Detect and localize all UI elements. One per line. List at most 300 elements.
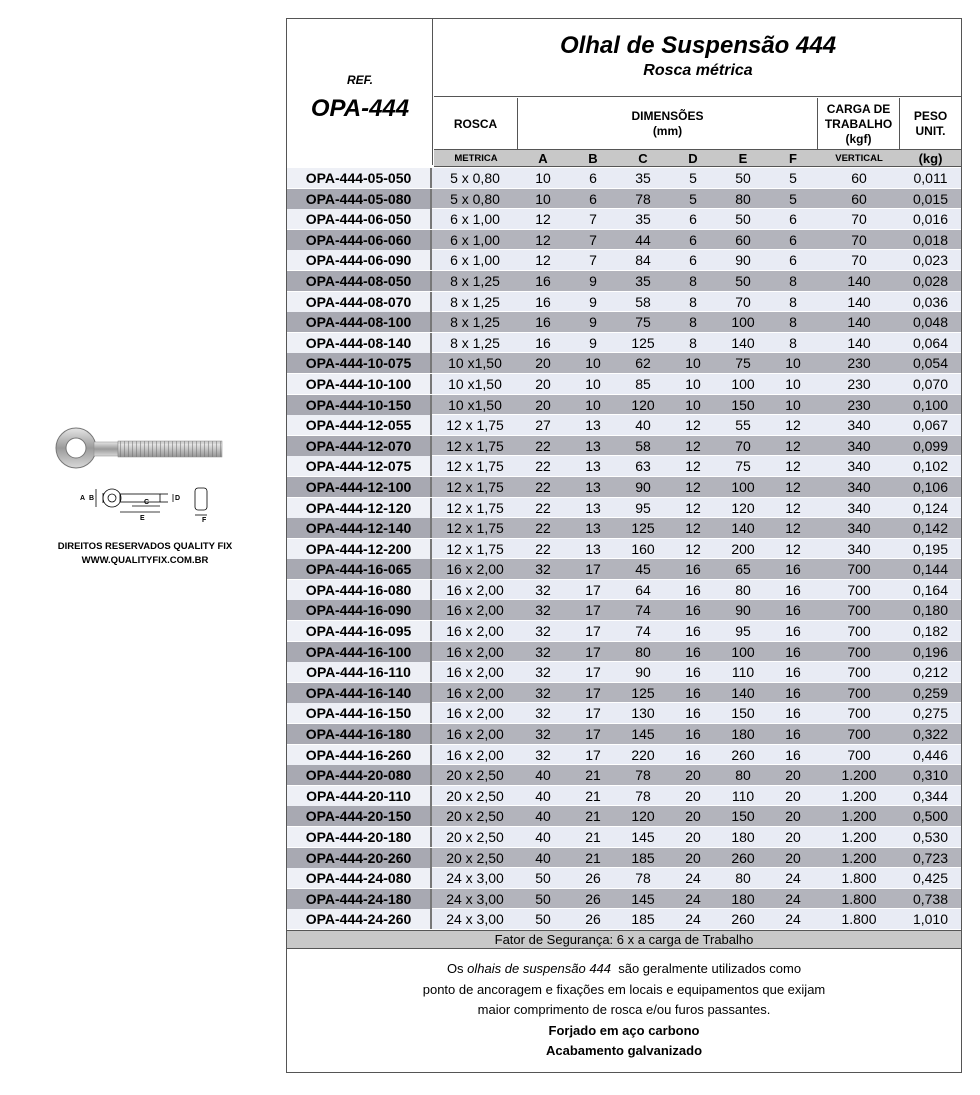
subheader-metrica: METRICA	[434, 149, 518, 167]
cell-f: 20	[785, 849, 801, 866]
cell-ref: OPA-444-16-180	[287, 724, 432, 744]
cell-peso: 0,275	[912, 705, 949, 722]
cell-e: 50	[735, 272, 751, 289]
cell-d: 12	[685, 540, 701, 557]
cell-a: 40	[535, 849, 551, 866]
cell-peso: 0,015	[912, 190, 949, 207]
header-peso	[900, 98, 961, 150]
cell-b: 7	[589, 231, 597, 248]
cell-ref: OPA-444-16-065	[287, 559, 432, 579]
cell-carga: 1.200	[841, 787, 877, 804]
copyright-notice	[40, 540, 250, 568]
table-row	[287, 806, 961, 827]
cell-a: 22	[535, 458, 551, 475]
description-text: Os	[446, 961, 468, 976]
cell-e: 95	[735, 623, 751, 640]
cell-carga: 340	[847, 540, 871, 557]
cell-rosca: 5 x 0,80	[450, 170, 500, 186]
table-row	[287, 518, 961, 539]
cell-b: 17	[585, 746, 601, 763]
cell-a: 22	[535, 540, 551, 557]
cell-peso: 1,010	[912, 911, 949, 928]
cell-ref: OPA-444-16-150	[287, 703, 432, 723]
table-row	[287, 312, 961, 333]
cell-a: 32	[535, 705, 551, 722]
cell-a: 22	[535, 520, 551, 537]
cell-ref: OPA-444-16-100	[287, 642, 432, 662]
cell-rosca: 16 x 2,00	[446, 643, 504, 660]
cell-rosca: 12 x 1,75	[446, 437, 504, 454]
cell-rosca: 5 x 0,80	[450, 190, 500, 207]
table-row	[287, 600, 961, 621]
cell-f: 6	[789, 231, 797, 248]
cell-rosca: 12 x 1,75	[446, 540, 504, 557]
reference-box	[287, 19, 433, 165]
cell-b: 17	[585, 561, 601, 578]
table-row	[287, 353, 961, 374]
cell-carga: 340	[847, 520, 871, 537]
cell-f: 16	[785, 643, 801, 660]
cell-f: 8	[789, 334, 797, 351]
cell-e: 80	[735, 767, 751, 784]
cell-e: 180	[731, 890, 755, 907]
cell-rosca: 16 x 2,00	[446, 623, 504, 640]
cell-b: 17	[585, 726, 601, 743]
cell-ref: OPA-444-16-080	[287, 580, 432, 600]
cell-f: 5	[789, 170, 797, 186]
cell-e: 180	[731, 829, 755, 845]
cell-peso: 0,530	[912, 829, 949, 845]
cell-rosca: 24 x 3,00	[446, 870, 504, 887]
table-row	[287, 868, 961, 889]
cell-rosca: 8 x 1,25	[450, 334, 500, 351]
header-peso-line2: UNIT.	[915, 124, 946, 138]
cell-b: 9	[589, 272, 597, 289]
cell-ref: OPA-444-08-070	[287, 292, 432, 312]
cell-b: 26	[585, 890, 601, 907]
cell-ref: OPA-444-20-080	[287, 765, 432, 785]
cell-ref: OPA-444-16-110	[287, 662, 432, 682]
cell-peso: 0,425	[912, 870, 949, 887]
cell-d: 12	[685, 417, 701, 434]
cell-b: 7	[589, 252, 597, 269]
cell-d: 16	[685, 726, 701, 743]
cell-c: 80	[635, 643, 651, 660]
cell-f: 12	[785, 540, 801, 557]
cell-c: 78	[635, 870, 651, 887]
cell-e: 110	[731, 664, 755, 681]
cell-ref: OPA-444-08-100	[287, 312, 432, 332]
cell-b: 21	[585, 808, 601, 825]
cell-f: 16	[785, 623, 801, 640]
table-row	[287, 436, 961, 457]
cell-peso: 0,322	[912, 726, 949, 743]
cell-c: 130	[631, 705, 655, 722]
cell-carga: 700	[847, 746, 871, 763]
cell-a: 20	[535, 375, 551, 392]
cell-carga: 140	[847, 293, 871, 310]
cell-carga: 140	[847, 314, 871, 331]
description-line-2: ponto de ancoragem e fixações em locais e equipamentos que exijam	[422, 981, 826, 997]
cell-ref: OPA-444-06-050	[287, 209, 432, 229]
cell-d: 24	[685, 890, 701, 907]
cell-ref: OPA-444-10-100	[287, 374, 432, 394]
cell-c: 35	[635, 272, 651, 289]
cell-rosca: 20 x 2,50	[446, 787, 504, 804]
cell-carga: 70	[851, 211, 867, 228]
header-rosca	[434, 98, 518, 150]
cell-a: 32	[535, 746, 551, 763]
cell-peso: 0,195	[912, 540, 949, 557]
table-row	[287, 539, 961, 560]
cell-a: 32	[535, 623, 551, 640]
cell-ref: OPA-444-24-180	[287, 889, 432, 909]
cell-a: 27	[535, 417, 551, 434]
cell-rosca: 20 x 2,50	[446, 767, 504, 784]
cell-d: 16	[685, 664, 701, 681]
cell-c: 40	[635, 417, 651, 434]
cell-f: 12	[785, 499, 801, 516]
cell-peso: 0,180	[912, 602, 949, 619]
cell-e: 60	[735, 231, 751, 248]
cell-a: 50	[535, 890, 551, 907]
cell-f: 16	[785, 746, 801, 763]
cell-ref: OPA-444-20-110	[287, 786, 432, 806]
table-row	[287, 477, 961, 498]
cell-ref: OPA-444-20-260	[287, 848, 432, 868]
cell-c: 120	[631, 396, 655, 413]
cell-d: 8	[689, 334, 697, 351]
cell-peso: 0,048	[912, 314, 949, 331]
cell-a: 22	[535, 437, 551, 454]
cell-ref: OPA-444-16-090	[287, 600, 432, 620]
cell-f: 16	[785, 602, 801, 619]
cell-f: 20	[785, 767, 801, 784]
subheader-b: B	[568, 149, 618, 167]
cell-peso: 0,182	[912, 623, 949, 640]
table-row	[287, 230, 961, 251]
cell-peso: 0,446	[912, 746, 949, 763]
cell-f: 24	[785, 890, 801, 907]
cell-b: 13	[585, 458, 601, 475]
table-row	[287, 189, 961, 210]
cell-carga: 700	[847, 726, 871, 743]
dim-label-b: B	[89, 495, 95, 502]
cell-d: 6	[689, 231, 697, 248]
cell-e: 120	[731, 499, 755, 516]
cell-d: 16	[685, 561, 701, 578]
cell-a: 40	[535, 787, 551, 804]
cell-c: 63	[635, 458, 651, 475]
cell-ref: OPA-444-20-180	[287, 827, 432, 847]
cell-ref: OPA-444-08-050	[287, 271, 432, 291]
cell-peso: 0,023	[912, 252, 949, 269]
cell-c: 185	[631, 849, 655, 866]
cell-b: 9	[589, 314, 597, 331]
cell-d: 16	[685, 705, 701, 722]
cell-ref: OPA-444-24-080	[287, 868, 432, 888]
cell-e: 70	[735, 437, 751, 454]
cell-a: 32	[535, 643, 551, 660]
cell-ref: OPA-444-12-075	[287, 456, 432, 476]
cell-e: 75	[735, 355, 751, 372]
safety-factor: Fator de Segurança: 6 x a carga de Trabalho	[287, 930, 961, 949]
cell-d: 10	[685, 396, 701, 413]
cell-peso: 0,164	[912, 581, 949, 598]
cell-c: 145	[631, 890, 655, 907]
cell-carga: 230	[847, 375, 871, 392]
cell-ref: OPA-444-12-200	[287, 539, 432, 559]
table-row	[287, 250, 961, 271]
cell-peso: 0,344	[912, 787, 949, 804]
cell-d: 12	[685, 520, 701, 537]
cell-e: 50	[735, 211, 751, 228]
cell-ref: OPA-444-12-100	[287, 477, 432, 497]
cell-c: 160	[631, 540, 655, 557]
cell-f: 12	[785, 417, 801, 434]
cell-c: 90	[635, 664, 651, 681]
cell-b: 17	[585, 664, 601, 681]
cell-rosca: 6 x 1,00	[450, 252, 500, 269]
cell-b: 21	[585, 787, 601, 804]
cell-f: 16	[785, 581, 801, 598]
description-line-3: maior comprimento de rosca e/ou furos passantes.	[477, 1002, 771, 1018]
cell-c: 78	[635, 767, 651, 784]
cell-d: 6	[689, 211, 697, 228]
cell-d: 16	[685, 623, 701, 640]
cell-b: 6	[589, 170, 597, 186]
table-row	[287, 292, 961, 313]
cell-b: 21	[585, 829, 601, 845]
cell-carga: 700	[847, 561, 871, 578]
cell-a: 32	[535, 684, 551, 701]
cell-b: 21	[585, 849, 601, 866]
cell-ref: OPA-444-06-060	[287, 230, 432, 250]
cell-c: 78	[635, 787, 651, 804]
cell-carga: 340	[847, 417, 871, 434]
cell-rosca: 10 x1,50	[448, 375, 502, 392]
cell-carga: 1.800	[841, 890, 877, 907]
cell-carga: 1.200	[841, 829, 877, 845]
cell-rosca: 16 x 2,00	[446, 684, 504, 701]
cell-f: 16	[785, 726, 801, 743]
cell-carga: 700	[847, 705, 871, 722]
dim-label-a: A	[80, 495, 86, 502]
cell-rosca: 6 x 1,00	[450, 211, 500, 228]
cell-c: 64	[635, 581, 651, 598]
cell-peso: 0,016	[912, 211, 949, 228]
cell-d: 8	[689, 293, 697, 310]
copyright-line: DIREITOS RESERVADOS QUALITY FIX	[57, 541, 233, 552]
cell-e: 110	[731, 787, 755, 804]
cell-peso: 0,738	[912, 890, 949, 907]
cell-rosca: 16 x 2,00	[446, 664, 504, 681]
cell-peso: 0,259	[912, 684, 949, 701]
cell-e: 75	[735, 458, 751, 475]
cell-f: 8	[789, 314, 797, 331]
subheader-kg: (kg)	[900, 149, 961, 167]
cell-d: 16	[685, 602, 701, 619]
cell-e: 150	[731, 705, 755, 722]
cell-carga: 1.200	[841, 849, 877, 866]
cell-c: 35	[635, 211, 651, 228]
cell-b: 10	[585, 396, 601, 413]
subheader-a: A	[518, 149, 568, 167]
cell-f: 8	[789, 293, 797, 310]
cell-carga: 140	[847, 272, 871, 289]
cell-carga: 60	[851, 190, 867, 207]
cell-b: 13	[585, 540, 601, 557]
cell-carga: 60	[851, 170, 867, 186]
table-row	[287, 827, 961, 848]
header-carga	[818, 98, 900, 150]
cell-peso: 0,036	[912, 293, 949, 310]
cell-e: 80	[735, 581, 751, 598]
cell-d: 16	[685, 684, 701, 701]
cell-rosca: 12 x 1,75	[446, 520, 504, 537]
cell-f: 12	[785, 437, 801, 454]
cell-rosca: 10 x1,50	[448, 355, 502, 372]
cell-b: 13	[585, 499, 601, 516]
cell-peso: 0,099	[912, 437, 949, 454]
cell-rosca: 16 x 2,00	[446, 602, 504, 619]
cell-carga: 70	[851, 252, 867, 269]
cell-b: 17	[585, 623, 601, 640]
cell-c: 125	[631, 334, 655, 351]
header-carga-line1: CARGA DE	[826, 101, 891, 116]
table-row	[287, 765, 961, 786]
cell-a: 10	[535, 190, 551, 207]
cell-ref: OPA-444-10-150	[287, 395, 432, 415]
cell-e: 100	[731, 643, 755, 660]
cell-b: 7	[589, 211, 597, 228]
cell-c: 220	[631, 746, 655, 763]
cell-d: 16	[685, 643, 701, 660]
cell-e: 50	[735, 170, 751, 186]
cell-peso: 0,011	[913, 170, 948, 186]
table-row	[287, 703, 961, 724]
cell-e: 200	[731, 540, 755, 557]
cell-rosca: 12 x 1,75	[446, 499, 504, 516]
eye-bolt-drawing	[40, 420, 240, 530]
cell-d: 10	[685, 375, 701, 392]
table-row	[287, 415, 961, 436]
table-row	[287, 848, 961, 869]
product-description	[287, 959, 961, 1062]
product-table-sheet	[286, 18, 962, 1073]
cell-b: 17	[585, 643, 601, 660]
table-row	[287, 456, 961, 477]
cell-b: 10	[585, 375, 601, 392]
cell-peso: 0,054	[912, 355, 949, 372]
subheader-e: E	[718, 149, 768, 167]
cell-carga: 230	[847, 396, 871, 413]
table-row	[287, 333, 961, 354]
table-row	[287, 374, 961, 395]
cell-f: 16	[785, 561, 801, 578]
cell-a: 22	[535, 499, 551, 516]
cell-f: 20	[785, 808, 801, 825]
cell-c: 84	[635, 252, 651, 269]
cell-a: 50	[535, 911, 551, 928]
cell-carga: 1.800	[841, 870, 877, 887]
cell-peso: 0,144	[912, 561, 949, 578]
cell-d: 20	[685, 787, 701, 804]
cell-d: 20	[685, 829, 701, 845]
cell-a: 32	[535, 726, 551, 743]
header-rosca-label: ROSCA	[453, 116, 498, 131]
page-title: Olhal de Suspensão 444	[559, 32, 837, 59]
cell-rosca: 10 x1,50	[448, 396, 502, 413]
table-row	[287, 580, 961, 601]
dim-label-c: C	[144, 499, 150, 506]
cell-c: 185	[631, 911, 655, 928]
cell-f: 20	[785, 787, 801, 804]
cell-ref: OPA-444-16-095	[287, 621, 432, 641]
cell-f: 5	[789, 190, 797, 207]
cell-c: 44	[635, 231, 651, 248]
table-row	[287, 168, 961, 189]
cell-a: 16	[535, 272, 551, 289]
cell-rosca: 16 x 2,00	[446, 581, 504, 598]
cell-a: 40	[535, 767, 551, 784]
cell-rosca: 24 x 3,00	[446, 911, 504, 928]
cell-peso: 0,196	[912, 643, 949, 660]
cell-ref: OPA-444-16-260	[287, 745, 432, 765]
cell-carga: 1.200	[841, 767, 877, 784]
table-row	[287, 621, 961, 642]
cell-e: 180	[731, 726, 755, 743]
cell-c: 35	[635, 170, 651, 186]
cell-f: 20	[785, 829, 801, 845]
cell-carga: 700	[847, 643, 871, 660]
cell-a: 32	[535, 664, 551, 681]
cell-rosca: 16 x 2,00	[446, 746, 504, 763]
table-row	[287, 395, 961, 416]
cell-peso: 0,067	[912, 417, 949, 434]
table-row	[287, 889, 961, 910]
cell-f: 10	[785, 396, 801, 413]
cell-d: 10	[685, 355, 701, 372]
cell-d: 5	[689, 190, 697, 207]
cell-b: 17	[585, 581, 601, 598]
cell-a: 32	[535, 581, 551, 598]
cell-ref: OPA-444-08-140	[287, 333, 432, 353]
cell-carga: 700	[847, 581, 871, 598]
table-row	[287, 498, 961, 519]
header-dimensoes-unit: (mm)	[652, 124, 683, 138]
cell-b: 10	[585, 355, 601, 372]
cell-carga: 340	[847, 458, 871, 475]
subheader-c: C	[618, 149, 668, 167]
cell-rosca: 12 x 1,75	[446, 417, 504, 434]
table-row	[287, 745, 961, 766]
cell-peso: 0,142	[912, 520, 949, 537]
cell-carga: 700	[847, 684, 871, 701]
description-line-1	[287, 959, 961, 980]
cell-rosca: 20 x 2,50	[446, 808, 504, 825]
cell-c: 145	[631, 726, 655, 743]
cell-d: 24	[685, 870, 701, 887]
cell-rosca: 8 x 1,25	[450, 272, 500, 289]
cell-peso: 0,064	[912, 334, 949, 351]
cell-d: 5	[689, 170, 697, 186]
cell-f: 12	[785, 478, 801, 495]
cell-rosca: 16 x 2,00	[446, 705, 504, 722]
cell-carga: 340	[847, 499, 871, 516]
cell-f: 16	[785, 705, 801, 722]
table-row	[287, 683, 961, 704]
